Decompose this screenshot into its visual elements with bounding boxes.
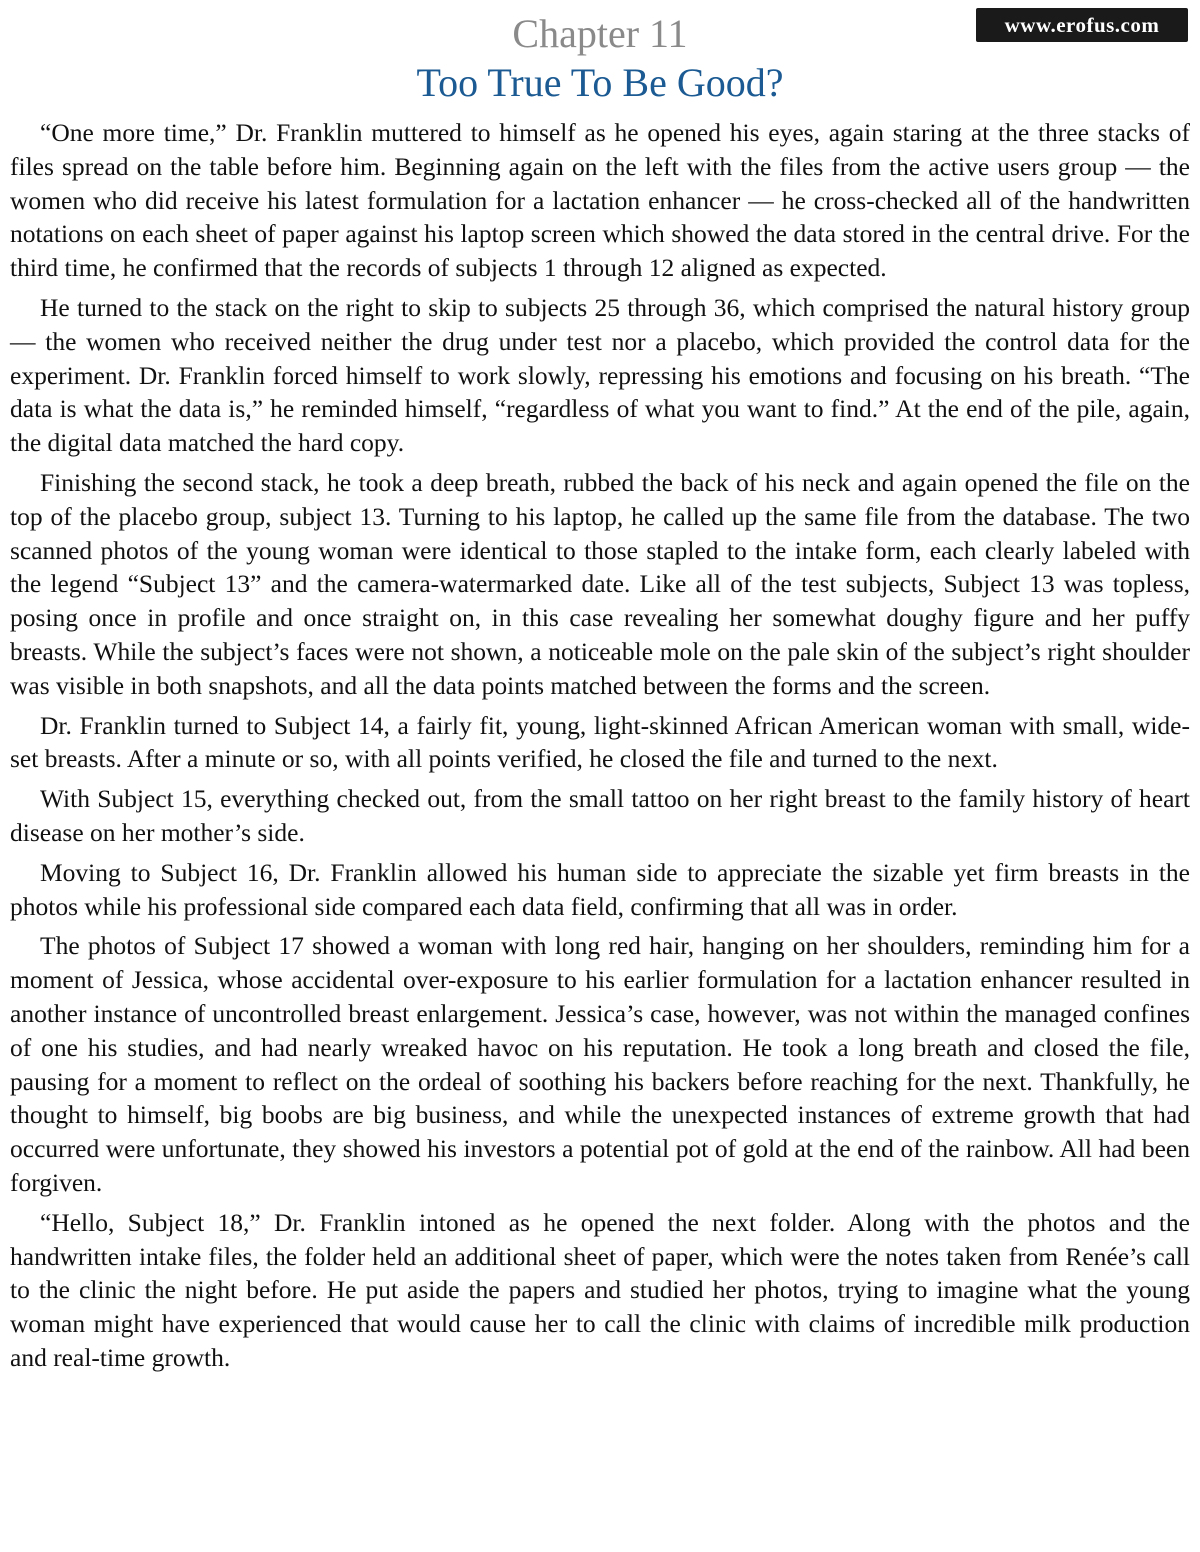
paragraph: Finishing the second stack, he took a deep breath, rubbed the back of his neck and again opened the file on the top of the placebo group, subject 13. Turning to his laptop, he called up the same file from the database. The two scanned photos of the young woman were identical to those stapled to the intake form, each clearly labeled with the legend “Subject 13” and the camera-watermarked date. Like all of the test subjects, Subject 13 was topless, posing once in profile and once straight on, in this case revealing her somewhat doughy figure and her puffy breasts. While the subject’s faces were not shown, a noticeable mole on the pale skin of the subject’s right shoulder was visible in both snapshots, and all the data points matched between the forms and the screen.	[10, 467, 1190, 700]
chapter-body	[10, 116, 1190, 1381]
paragraph: “One more time,” Dr. Franklin muttered to himself as he opened his eyes, again staring at the three stacks of files spread on the table before him. Beginning again on the left with the files from the active users group — the women who did receive his latest formulation for a lactation enhancer — he cross-checked all of the handwritten notations on each sheet of paper against his laptop screen which showed the data stored in the central drive. For the third time, he confirmed that the records of subjects 1 through 12 aligned as expected.	[10, 118, 1190, 283]
paragraph: Dr. Franklin turned to Subject 14, a fairly fit, young, light-skinned African American woman with small, wide-set breasts. After a minute or so, with all points verified, he closed the file and turned to the next.	[10, 710, 1190, 774]
site-watermark: www.erofus.com	[976, 8, 1188, 42]
chapter-number: Chapter 11	[512, 11, 688, 56]
chapter-title: Too True To Be Good?	[416, 60, 784, 105]
paragraph: The photos of Subject 17 showed a woman with long red hair, hanging on her shoulders, reminding him for a moment of Jessica, whose accidental over-exposure to his earlier formulation for a lactation enhancer resulted in another instance of uncontrolled breast enlargement. Jessica’s case, however, was not within the managed confines of one his studies, and had nearly wreaked havoc on his reputation. He took a long breath and closed the file, pausing for a moment to reflect on the ordeal of soothing his backers before reaching for the next. Thankfully, he thought to himself, big boobs are big business, and while the unexpected instances of extreme growth that had occurred were unfortunate, they showed his investors a potential pot of gold at the end of the rainbow. All had been forgiven.	[10, 931, 1190, 1197]
paragraph: Moving to Subject 16, Dr. Franklin allowed his human side to appreciate the sizable yet firm breasts in the photos while his professional side compared each data field, confirming that all was in order.	[10, 857, 1190, 921]
paragraph: With Subject 15, everything checked out, from the small tattoo on her right breast to the family history of heart disease on her mother’s side.	[10, 784, 1190, 847]
paragraph: “Hello, Subject 18,” Dr. Franklin intoned as he opened the next folder. Along with the photos and the handwritten intake files, the folder held an additional sheet of paper, which were the notes taken from Renée’s call to the clinic the night before. He put aside the papers and studied her photos, trying to imagine what the young woman might have experienced that would cause her to call the clinic with claims of incredible milk production and real-time growth.	[10, 1207, 1190, 1372]
paragraph: He turned to the stack on the right to skip to subjects 25 through 36, which comprised the natural history group — the women who received neither the drug under test nor a placebo, which provided the control data for the experiment. Dr. Franklin forced himself to work slowly, repressing his emotions and focusing on his breath. “The data is what the data is,” he reminded himself, “regardless of what you want to find.” At the end of the pile, again, the digital data matched the hard copy.	[10, 292, 1190, 458]
